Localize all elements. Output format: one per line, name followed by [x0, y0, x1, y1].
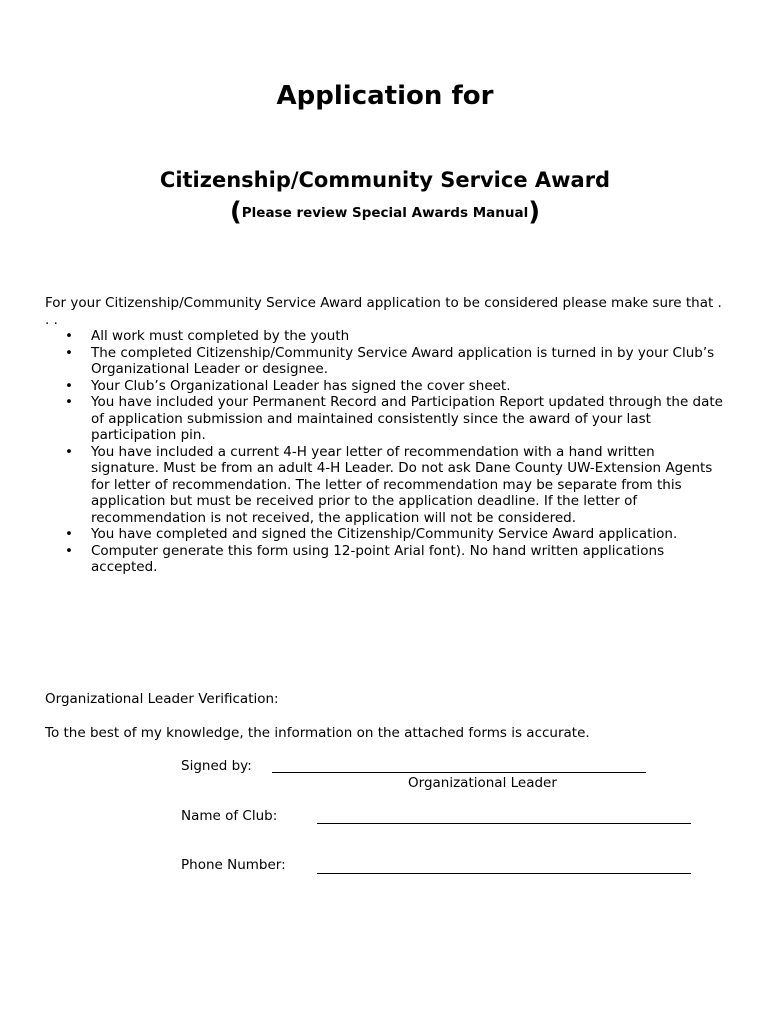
list-item: • Your Club’s Organizational Leader has signed the cover sheet. [45, 378, 725, 395]
list-item: • All work must completed by the youth [45, 328, 725, 345]
note-open-paren: ( [229, 197, 242, 227]
club-name-line[interactable] [317, 823, 691, 824]
note-close-paren: ) [528, 197, 541, 227]
list-item: • You have included a current 4-H year letter of recommendation with a hand written signature. Must be from an adult 4-H Leader. Do not ask Dane County UW-Extension Agents for letter of recommendation. The letter of recommendation may be separate from this application but must be received prior to the application deadline. If the letter of recommendation is not received, the application will not be considered. [45, 444, 725, 527]
signature-caption: Organizational Leader [408, 775, 557, 791]
list-item: • Computer generate this form using 12-point Arial font). No hand written applications accepted. [45, 543, 725, 576]
intro-paragraph: For your Citizenship/Community Service Award application to be considered please make sure that . . . [45, 295, 722, 328]
list-item: • You have included your Permanent Record and Participation Report updated through the date of application submission and maintained consistently since the award of your last participation pin. [45, 394, 725, 444]
list-item: • You have completed and signed the Citizenship/Community Service Award application. [45, 526, 725, 543]
page-title: Application for [276, 81, 494, 111]
phone-number-line[interactable] [317, 873, 691, 874]
note-text: Please review Special Awards Manual [241, 205, 529, 221]
verification-statement: To the best of my knowledge, the information on the attached forms is accurate. [45, 725, 590, 741]
verification-heading: Organizational Leader Verification: [45, 691, 279, 707]
manual-note [0, 195, 770, 230]
signed-by-label: Signed by: [181, 758, 252, 774]
phone-number-label: Phone Number: [181, 857, 286, 873]
signature-line[interactable] [272, 772, 646, 773]
requirements-list [45, 328, 725, 576]
club-name-label: Name of Club: [181, 808, 278, 824]
list-item: • The completed Citizenship/Community Service Award application is turned in by your Club’s Organizational Leader or designee. [45, 345, 725, 378]
award-name: Citizenship/Community Service Award [159, 168, 611, 192]
